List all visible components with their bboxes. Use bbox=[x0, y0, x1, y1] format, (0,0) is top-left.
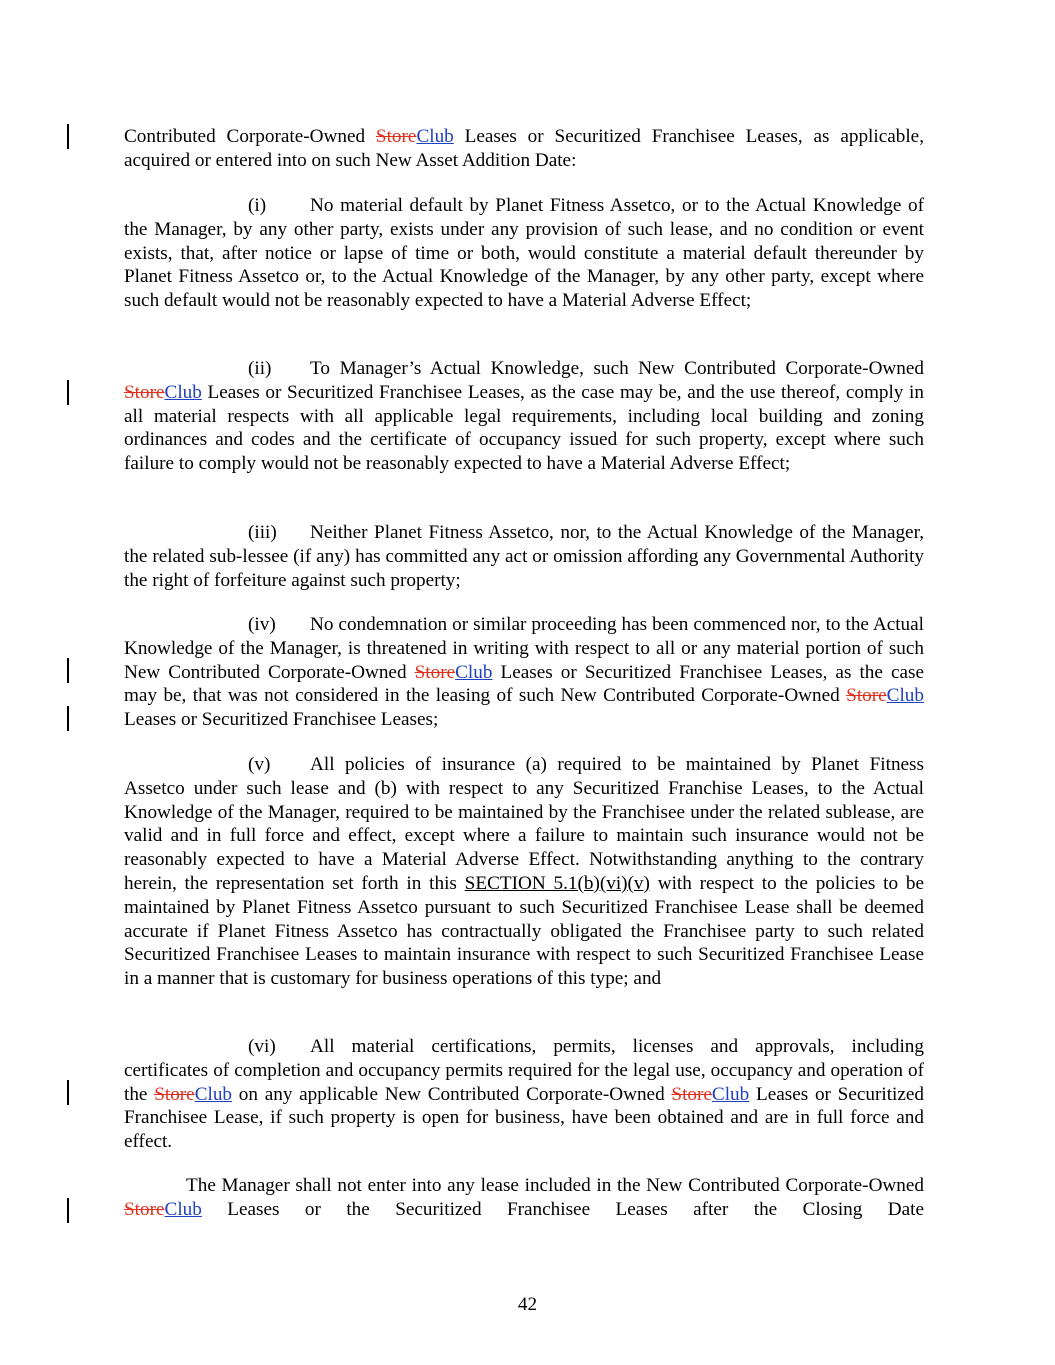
clause-text: Neither Planet Fitness Assetco, nor, to the Actual Knowledge of the Manager, the related sub-lessee (if any) has committed any act or omission affording any Governmental Authority the right of forfeiture against such property; bbox=[124, 522, 924, 591]
deleted-text: Store bbox=[124, 381, 165, 403]
inserted-text: Club bbox=[164, 381, 202, 403]
intro-paragraph bbox=[124, 125, 924, 173]
clause-ii bbox=[124, 357, 924, 476]
deleted-text: Store bbox=[375, 126, 417, 147]
clause-v bbox=[124, 753, 924, 991]
clause-text: No material default by Planet Fitness Assetco, or to the Actual Knowledge of the Manager, by any other party, exists under any provision of such lease, and no condition or event exists, that, after notice or lapse of time or both, would constitute a material default thereunder by Planet Fitness Assetco or, to the Actual Knowledge of the Manager, by any other party, except where such default would not be reasonably expected to have a Material Adverse Effect; bbox=[124, 195, 924, 312]
text-run: The Manager shall not enter into any lease included in the New Contributed Corporate-Owned bbox=[186, 1175, 924, 1196]
deleted-text: Store bbox=[124, 1198, 165, 1220]
clause-text: To Manager’s Actual Knowledge, such New Contributed Corporate-Owned bbox=[310, 358, 924, 379]
clause-iv bbox=[124, 613, 924, 732]
clause-number: (i) bbox=[248, 195, 267, 216]
closing-paragraph bbox=[124, 1174, 924, 1222]
inserted-text: Club bbox=[711, 1083, 750, 1105]
text-run: Leases or the Securitized Franchisee Leases after the Closing Date bbox=[201, 1198, 924, 1220]
section-reference: SECTION 5.1(b)(vi)(v) bbox=[464, 872, 650, 894]
deleted-text: Store bbox=[846, 685, 887, 707]
clause-text: Leases or Securitized Franchisee Leases, as the case may be, that was not considered in the leasing of such New Contributed Corporate-Owned bbox=[124, 661, 924, 707]
clause-text: All material certifications, permits, licenses and approvals, including certificates of completion and occupancy permits required for the legal use, occupancy and operation of the bbox=[124, 1036, 924, 1105]
clause-number: (vi) bbox=[248, 1036, 276, 1057]
clause-text: No condemnation or similar proceeding has been commenced nor, to the Actual Knowledge of the Manager, is threatened in writing with respect to all or any material portion of such New Contributed Corporate-Owned bbox=[124, 614, 924, 683]
clause-text: with respect to the policies to be maintained by Planet Fitness Assetco pursuant to such Securitized Franchisee Lease shall be deemed accurate if Planet Fitness Assetco has contractually obligated the Franchisee party to such related Securitized Franchisee Leases to maintain insurance with respect to such Securitized Franchisee Lease in a manner that is customary for business operations of this type; and bbox=[124, 872, 924, 990]
clause-text: All policies of insurance (a) required to be maintained by Planet Fitness Assetco under such lease and (b) with respect to any Securitized Franchise Leases, to the Actual Knowledge of the Manager, required to be maintained by the Franchisee under the related sublease, are valid and in full force and effect, except where a failure to maintain such insurance would not be reasonably expected to have a Material Adverse Effect. Notwithstanding anything to the contrary herein, the representation set forth in this bbox=[124, 754, 924, 894]
inserted-text: Club bbox=[416, 126, 454, 147]
change-bar bbox=[67, 380, 69, 405]
clause-vi bbox=[124, 1035, 924, 1154]
clause-number: (v) bbox=[248, 754, 271, 775]
clause-text: Leases or Securitized Franchisee Lease, if such property is open for business, have been obtained and are in full force and effect. bbox=[124, 1083, 924, 1153]
change-bar bbox=[67, 124, 69, 149]
clause-number: (iii) bbox=[248, 522, 277, 543]
clause-iii bbox=[124, 521, 924, 592]
inserted-text: Club bbox=[886, 685, 924, 707]
clause-number: (iv) bbox=[248, 614, 276, 635]
clause-i bbox=[124, 194, 924, 313]
inserted-text: Club bbox=[194, 1083, 233, 1105]
clause-number: (ii) bbox=[248, 358, 272, 379]
change-bar bbox=[67, 1198, 69, 1223]
inserted-text: Club bbox=[164, 1198, 202, 1220]
page-number: 42 bbox=[517, 1294, 538, 1315]
change-bar bbox=[67, 706, 69, 731]
deleted-text: Store bbox=[154, 1083, 195, 1105]
clause-text: on any applicable New Contributed Corporate-Owned bbox=[232, 1083, 672, 1105]
clause-text: Leases or Securitized Franchisee Leases, as the case may be, and the use thereof, comply in all material respects with all applicable legal requirements, including local building and zoning ordinances and codes and the certificate of occupancy issued for such property, except where such failure to comply would not be reasonably expected to have a Material Adverse Effect; bbox=[124, 381, 924, 475]
change-bar bbox=[67, 658, 69, 683]
deleted-text: Store bbox=[671, 1083, 712, 1105]
clause-text: Leases or Securitized Franchisee Leases; bbox=[124, 709, 439, 731]
deleted-text: Store bbox=[414, 661, 456, 683]
change-bar bbox=[67, 1080, 69, 1105]
text-run: Contributed Corporate-Owned bbox=[124, 126, 376, 147]
text-run: Leases or Securitized Franchisee Leases, as applicable, acquired or entered into on such New Asset Addition Date: bbox=[124, 126, 924, 171]
inserted-text: Club bbox=[455, 661, 493, 683]
